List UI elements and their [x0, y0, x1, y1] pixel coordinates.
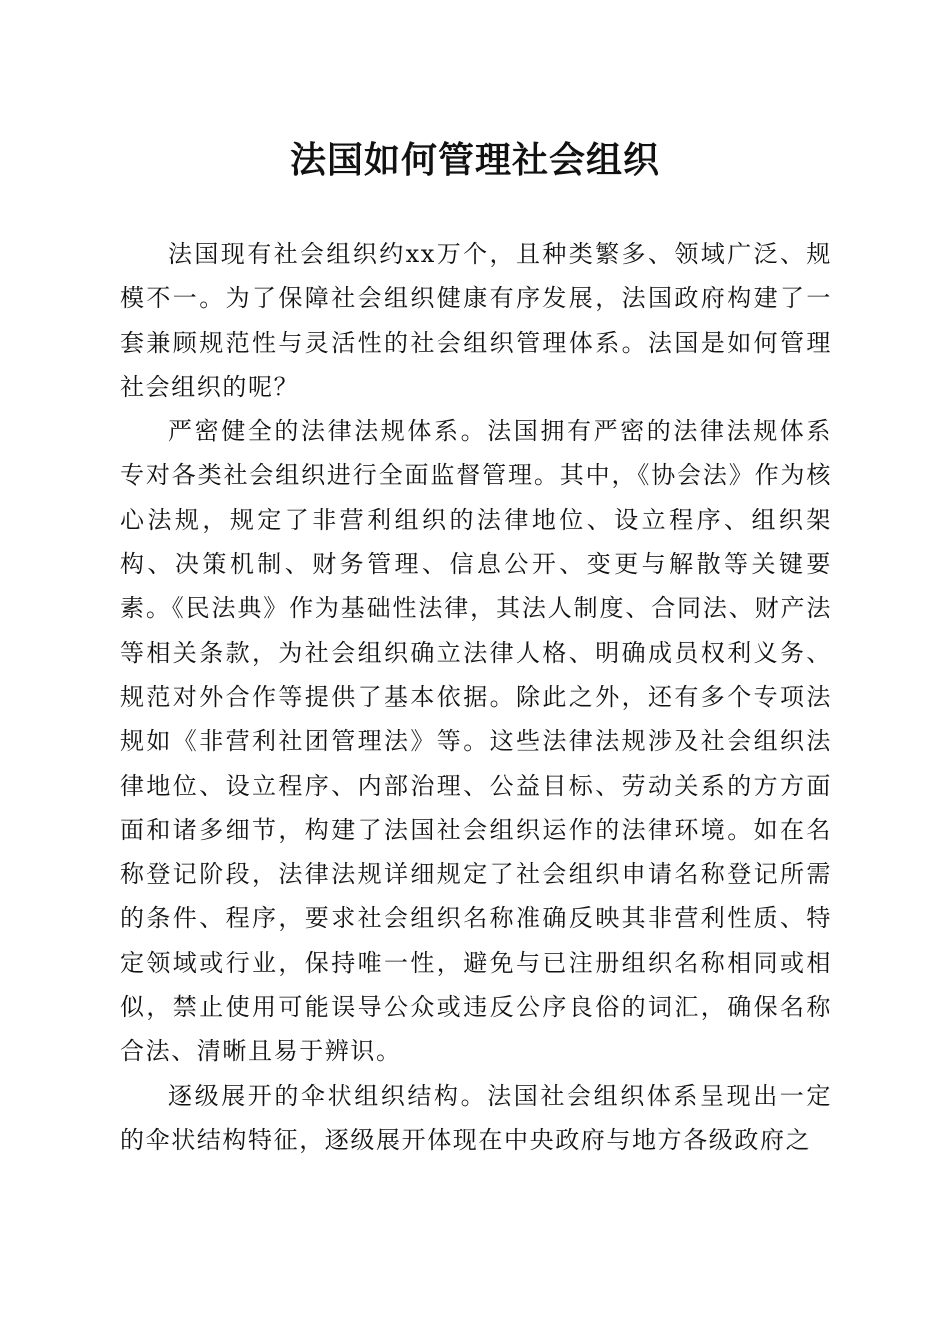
document-title: 法国如何管理社会组织 [289, 139, 660, 181]
document-body [120, 232, 832, 1162]
paragraph-organization-structure: 逐级展开的伞状组织结构。法国社会组织体系呈现出一定的伞状结构特征，逐级展开体现在中央政府与地方各级政府之 [120, 1081, 832, 1154]
paragraph-intro: 法国现有社会组织约xx万个，且种类繁多、领域广泛、规模不一。为了保障社会组织健康有序发展，法国政府构建了一套兼顾规范性与灵活性的社会组织管理体系。法国是如何管理社会组织的呢？ [120, 240, 832, 401]
paragraph-legal-system: 严密健全的法律法规体系。法国拥有严密的法律法规体系专对各类社会组织进行全面监督管理。其中，《协会法》作为核心法规，规定了非营利组织的法律地位、设立程序、组织架构、决策机制、财务管理、信息公开、变更与解散等关键要素。《民法典》作为基础性法律，其法人制度、合同法、财产法等相关条款，为社会组织确立法律人格、明确成员权利义务、规范对外合作等提供了基本依据。除此之外，还有多个专项法规如《非营利社团管理法》等。这些法律法规涉及社会组织法律地位、设立程序、内部治理、公益目标、劳动关系的方方面面和诸多细节，构建了法国社会组织运作的法律环境。如在名称登记阶段，法律法规详细规定了社会组织申请名称登记所需的条件、程序，要求社会组织名称准确反映其非营利性质、特定领域或行业，保持唯一性，避免与已注册组织名称相同或相似，禁止使用可能误导公众或违反公序良俗的词汇，确保名称合法、清晰且易于辨识。 [120, 417, 832, 1066]
